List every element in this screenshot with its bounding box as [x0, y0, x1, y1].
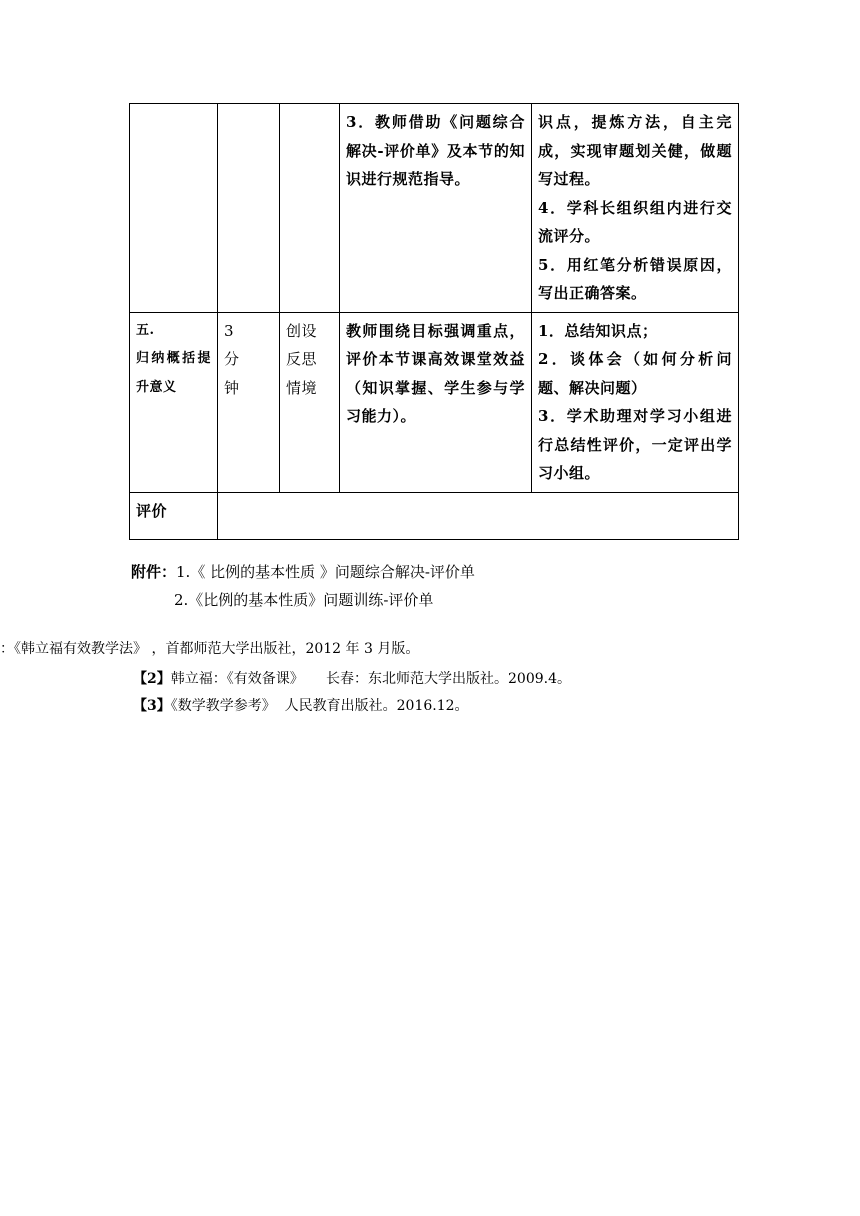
reference-3-text: 《数学教学参考》 人民教育出版社。2016.12。: [170, 698, 469, 714]
stage-number: 五.: [136, 322, 155, 338]
reference-2-text: 韩立福：《有效备课》 长春：东北师范大学出版社。2009.4。: [170, 671, 571, 687]
attachments-line-1: [131, 558, 475, 586]
student-activity-cell: [532, 104, 739, 313]
reference-2: [133, 668, 571, 690]
lesson-plan-table: [129, 103, 739, 540]
method-cell: [280, 104, 340, 313]
time-cell: [218, 312, 280, 492]
student-activity-line: 5．用红笔分析错误原因，写出正确答案。: [538, 255, 732, 302]
reference-1: ：《韩立福有效教学法》 ，首都师范大学出版社，2012 年 3 月版。: [0, 641, 420, 657]
teacher-activity-cell: [340, 104, 532, 313]
attachment-item-2: 2.《比例的基本性质》问题训练-评价单: [174, 591, 434, 609]
table-row-step5: [130, 312, 739, 492]
table-row-evaluation: [130, 492, 739, 539]
reference-2-index: 【2】: [133, 671, 171, 687]
stage-cell: [130, 104, 218, 313]
table-row-step4-continued: [130, 104, 739, 313]
student-activity-line: 3．学术助理对学习小组进行总结性评价，一定评出学习小组。: [538, 407, 732, 482]
stage-title: 归纳概括提升意义: [136, 351, 211, 395]
time-text: 3分钟: [224, 321, 240, 397]
student-activity-line: 识点，提炼方法，自主完成，实现审题划关健，做题写过程。: [538, 113, 732, 188]
reference-3: [133, 695, 469, 717]
student-activity-line: 2．谈体会（如何分析问题、解决问题）: [538, 350, 732, 397]
time-cell: [218, 104, 280, 313]
teacher-activity-text: 教师围绕目标强调重点，评价本节课高效课堂效益（知识掌握、学生参与学习能力）。: [346, 321, 525, 425]
evaluation-label-cell: [130, 492, 218, 539]
evaluation-value-cell: [218, 492, 739, 539]
stage-cell: [130, 312, 218, 492]
teacher-activity-cell: [340, 312, 532, 492]
student-activity-line: 4．学科长组织组内进行交流评分。: [538, 198, 732, 245]
reference-3-index: 【3】: [133, 698, 171, 714]
method-cell: [280, 312, 340, 492]
evaluation-label: 评价: [136, 501, 168, 520]
teacher-activity-text: 3．教师借助《问题综合解决-评价单》及本节的知识进行规范指导。: [346, 113, 525, 188]
student-activity-line: 1．总结知识点；: [538, 321, 658, 340]
attachments-label: 附件：: [131, 563, 177, 581]
student-activity-cell: [532, 312, 739, 492]
method-text: 创设反思情境: [286, 321, 318, 397]
attachment-item-1: 1.《 比例的基本性质 》问题综合解决-评价单: [176, 563, 475, 581]
